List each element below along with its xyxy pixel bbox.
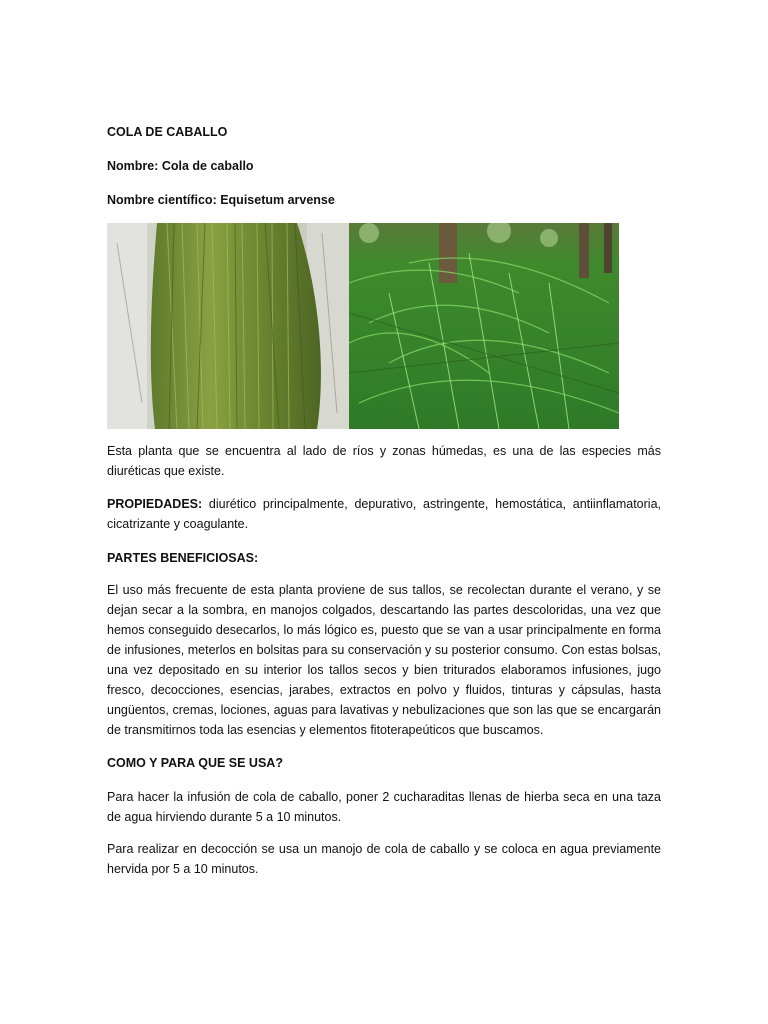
properties-text: diurético principalmente, depurativo, astringente, hemostática, antiinflamatoria, cicatrizante y coagulante.: [107, 497, 661, 531]
dried-stems-image: [107, 223, 349, 429]
properties-label: PROPIEDADES:: [107, 497, 203, 511]
common-name: Nombre: Cola de caballo: [107, 159, 254, 173]
usage-paragraph-decoction: Para realizar en decocción se usa un manojo de cola de caballo y se coloca en agua previamente hervida por 5 a 10 minutos.: [107, 842, 661, 876]
properties-paragraph: [107, 494, 661, 534]
beneficial-parts-heading: PARTES BENEFICIOSAS:: [107, 551, 259, 565]
dried-stems-photo: [107, 223, 349, 429]
doc-title: COLA DE CABALLO: [107, 125, 228, 139]
living-plants-photo: [349, 223, 619, 429]
usage-heading: COMO Y PARA QUE SE USA?: [107, 756, 283, 770]
beneficial-parts-paragraph: El uso más frecuente de esta planta proviene de sus tallos, se recolectan durante el verano, y se dejan secar a la sombra, en manojos colgados, descartando las partes descoloridas, una vez que hemos conseguido desecarlos, lo más lógico es, puesto que se van a usar principalmente en forma de infusiones, meterlos en bolsitas para su conservación y su posterior consumo. Con estas bolsas, una vez depositado en su interior los tallos secos y bien triturados elaboramos infusiones, jugo fresco, decocciones, esencias, jarabes, extractos en polvo y fluidos, tinturas y cápsulas, hasta ungüentos, cremas, lociones, aguas para lavativas y nebulizaciones que son las que se encargarán de transmitirnos toda las esencias y elementos fitoterapeúticos que buscamos.: [107, 583, 661, 737]
usage-paragraph-infusion: Para hacer la infusión de cola de caballo, poner 2 cucharaditas llenas de hierba seca en una taza de agua hirviendo durante 5 a 10 minutos.: [107, 790, 661, 824]
intro-paragraph: Esta planta que se encuentra al lado de ríos y zonas húmedas, es una de las especies más diuréticas que existe.: [107, 444, 661, 478]
scientific-name: Nombre científico: Equisetum arvense: [107, 193, 335, 207]
living-plants-image: [349, 223, 619, 429]
